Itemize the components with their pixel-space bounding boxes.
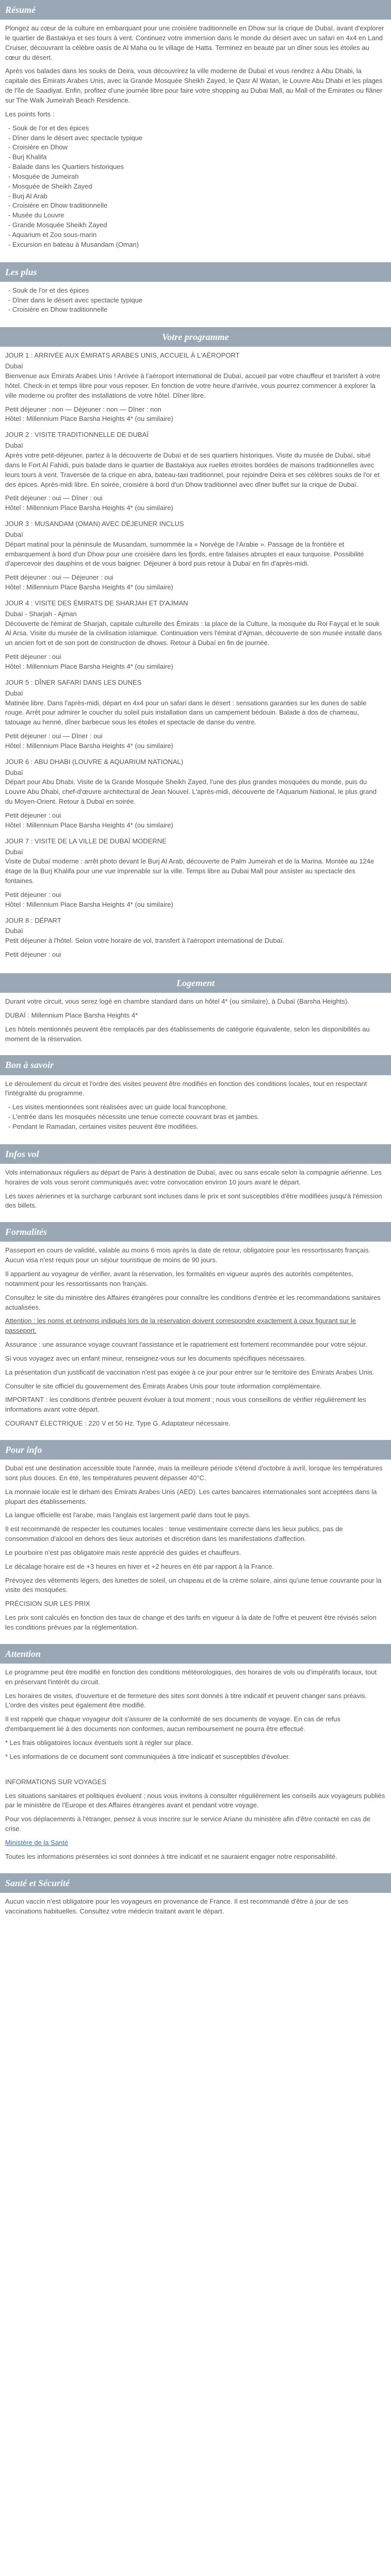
formalities-paragraph: Attention : les noms et prénoms indiqués lors de la réservation doivent correspondre exactement à ceux figurant sur le passeport. bbox=[5, 1317, 356, 1335]
day-hotel: Hôtel : Millennium Place Barsha Heights 4* (ou similaire) bbox=[5, 583, 173, 591]
list-item: - Souk de l'or et des épices bbox=[8, 286, 386, 296]
day-meals: Petit déjeuner : oui — Déjeuner : oui bbox=[5, 573, 113, 582]
accommodation-paragraph: Durant votre circuit, vous serez logé en chambre standard dans un hôtel 4* (ou similaire), à Dubaï (Barsha Heights). bbox=[5, 997, 349, 1006]
day-hotel: Hôtel : Millennium Place Barsha Heights 4* (ou similaire) bbox=[5, 663, 173, 670]
itinerary-day bbox=[5, 916, 386, 960]
summary-paragraph-2: Après vos balades dans les souks de Deira, vous découvrirez la ville moderne de Dubaï et vous rendrez à Abu Dhabi, la capitale des Émirats Arabes Unis, avec la Grande Mosquée Sheikh Zayed, le Qasr Al Watan, le Louvre Abu Dhabi et les plages de l'île de Saadiyat. Enfin, profitez d'une journée libre pour faire votre shopping au Dubai Mall, au Mall of the Emirates ou flâner sur The Walk Jumeirah Beach Residence. bbox=[5, 67, 383, 104]
for-info-paragraph: Le décalage horaire est de +3 heures en hiver et +2 heures en été par rapport à la France. bbox=[5, 1562, 274, 1570]
day-title: JOUR 2 : VISITE TRADITIONNELLE DE DUBAÏ bbox=[5, 431, 149, 439]
good-to-know-section bbox=[0, 1055, 391, 1144]
flight-info-heading: Infos vol bbox=[0, 1144, 391, 1164]
itinerary-day bbox=[5, 519, 386, 592]
formalities-paragraph: La présentation d'un justificatif de vaccination n'est pas exigée à ce jour pour entrer sur le territoire des Émirats Arabes Unis. bbox=[5, 1368, 374, 1376]
day-hotel: Hôtel : Millennium Place Barsha Heights 4* (ou similaire) bbox=[5, 741, 173, 750]
for-info-paragraph: PRÉCISION SUR LES PRIX bbox=[5, 1600, 90, 1608]
day-hotel: Hôtel : Millennium Place Barsha Heights 4* (ou similaire) bbox=[5, 821, 173, 829]
warning-paragraph: * Les frais obligatoires locaux éventuels sont à régler sur place. bbox=[5, 1739, 193, 1747]
for-info-heading: Pour info bbox=[0, 1440, 391, 1460]
day-description: Matinée libre. Dans l'après-midi, départ en 4x4 pour un safari dans le désert : sensations garanties sur les dunes de sable rouge. Arrêt pour admirer le coucher du soleil puis installation dans un campement bédouin. Balade à dos de chameau, tatouage au henné, dîner barbecue sous les étoiles et spectacle de danse du ventre. bbox=[5, 699, 367, 726]
itinerary-day bbox=[5, 678, 386, 751]
itinerary-day bbox=[5, 837, 386, 910]
health-ministry-link[interactable]: Ministère de la Santé bbox=[5, 1838, 69, 1846]
warning-paragraph: Il est rappelé que chaque voyageur doit s'assurer de la conformité de ses documents de voyage. En cas de refus d'embarquement lié à des documents non conformes, aucun remboursement ne pourra être effectué. bbox=[5, 1715, 340, 1733]
warning-section bbox=[0, 1644, 391, 1773]
day-title: JOUR 8 : DÉPART bbox=[5, 916, 61, 924]
good-to-know-heading: Bon à savoir bbox=[0, 1055, 391, 1075]
warning-heading: Attention bbox=[0, 1644, 391, 1664]
good-to-know-paragraph: Le déroulement du circuit et l'ordre des visites peuvent être modifiés en fonction des conditions locales, tout en respectant l'intégralité du programme. bbox=[5, 1079, 367, 1097]
day-title: JOUR 7 : VISITE DE LA VILLE DE DUBAÏ MODERNE bbox=[5, 837, 167, 845]
list-item: - Balade dans les Quartiers historiques bbox=[8, 162, 386, 172]
day-title: JOUR 4 : VISITE DES ÉMIRATS DE SHARJAH ET D'AJMAN bbox=[5, 599, 188, 607]
formalities-paragraph: Il appartient au voyageur de vérifier, avant la réservation, les formalités en vigueur auprès des autorités compétentes, notamment pour les ressortissants non français. bbox=[5, 1269, 353, 1287]
day-hotel: Hôtel : Millennium Place Barsha Heights 4* (ou similaire) bbox=[5, 900, 173, 908]
formalities-heading: Formalités bbox=[0, 1222, 391, 1242]
for-info-paragraph: Les prix sont calculés en fonction des taux de change et des tarifs en vigueur à la date de l'offre et peuvent être révisés selon les conditions prévues par la réglementation. bbox=[5, 1614, 377, 1631]
health-safety-paragraph: Aucun vaccin n'est obligatoire pour les voyageurs en provenance de France. Il est recommandé d'être à jour de ses vaccinations habituelles. Consultez votre médecin traitant avant le départ. bbox=[5, 1897, 348, 1915]
plus-list bbox=[5, 286, 386, 315]
highlights-section bbox=[0, 262, 391, 328]
day-meals: Petit déjeuner : non — Déjeuner : non — Dîner : non bbox=[5, 405, 161, 413]
day-meals: Petit déjeuner : oui — Dîner : oui bbox=[5, 732, 103, 740]
list-item: - Croisière en Dhow traditionnelle bbox=[8, 201, 386, 211]
formalities-paragraph: Si vous voyagez avec un enfant mineur, renseignez-vous sur les documents spécifiques nécessaires. bbox=[5, 1354, 306, 1362]
list-item: - Croisière en Dhow traditionnelle bbox=[8, 305, 386, 315]
warning-paragraph: Les horaires de visites, d'ouverture et de fermeture des sites sont donnés à titre indicatif et peuvent changer sans préavis. L'ordre des visites peut également être modifié. bbox=[5, 1691, 367, 1709]
day-title: JOUR 3 : MUSANDAM (OMAN) AVEC DÉJEUNER INCLUS bbox=[5, 520, 184, 528]
for-info-paragraph: Prévoyez des vêtements légers, des lunettes de soleil, un chapeau et de la crème solaire, ainsi qu'une tenue couvrante pour la visite des mosquées. bbox=[5, 1576, 382, 1594]
day-meals: Petit déjeuner : oui bbox=[5, 653, 61, 661]
day-meals: Petit déjeuner : oui — Dîner : oui bbox=[5, 494, 103, 502]
day-title: JOUR 1 : ARRIVÉE AUX ÉMIRATS ARABES UNIS, ACCUEIL À L'AÉROPORT bbox=[5, 351, 240, 360]
itinerary-day bbox=[5, 430, 386, 513]
itinerary-days bbox=[0, 347, 391, 973]
itinerary-day bbox=[5, 599, 386, 672]
health-safety-heading: Santé et Sécurité bbox=[0, 1873, 391, 1893]
accommodation-hotel: DUBAÏ : Millennium Place Barsha Heights 4* bbox=[5, 1011, 138, 1019]
list-item: - Pendant le Ramadan, certaines visites peuvent être modifiées. bbox=[8, 1122, 386, 1132]
travel-info-paragraph: Toutes les informations présentées ici sont données à titre indicatif et ne sauraient engager notre responsabilité. bbox=[5, 1852, 337, 1860]
list-item: - Burj Khalifa bbox=[8, 152, 386, 162]
itinerary-day bbox=[5, 757, 386, 831]
day-location: Dubaï bbox=[5, 768, 23, 776]
day-hotel: Hôtel : Millennium Place Barsha Heights 4* (ou similaire) bbox=[5, 504, 173, 512]
list-item: - Mosquée de Sheikh Zayed bbox=[8, 182, 386, 192]
list-item: - Souk de l'or et des épices bbox=[8, 124, 386, 133]
travel-info-heading: INFORMATIONS SUR VOYAGES bbox=[5, 1777, 106, 1786]
day-description: Après votre petit-déjeuner, partez à la découverte de Dubaï et de ses quartiers historiques. Visite du musée de Dubaï, situé dans le Fort Al Fahidi, puis balade dans le quartier de Bastakiya aux ruelles étroites bordées de maisons traditionnelles avec leurs tours à vent. Traversée de la crique en abra, bateau-taxi traditionnel, pour rejoindre Deira et ses célèbres souks de l'or et des épices. Après-midi libre. En soirée, croisière à bord d'un Dhow traditionnel avec dîner buffet sur la crique de Dubaï. bbox=[5, 451, 380, 488]
day-title: JOUR 5 : DÎNER SAFARI DANS LES DUNES bbox=[5, 678, 142, 686]
day-description: Départ matinal pour la péninsule de Musandam, surnommée la « Norvège de l'Arabie ». Passage de la frontière et embarquement à bord d'un Dhow pour une croisière dans les fjords, entre falaises abruptes et eaux turquoise. Possibilité d'apercevoir des dauphins et de vous baigner. Déjeuner à bord puis retour à Dubaï en fin d'après-midi. bbox=[5, 540, 364, 568]
day-description: Petit déjeuner à l'hôtel. Selon votre horaire de vol, transfert à l'aéroport international de Dubaï. bbox=[5, 937, 285, 945]
day-location: Dubaï bbox=[5, 362, 23, 370]
summary-heading: Résumé bbox=[0, 0, 391, 20]
warning-paragraph: * Les informations de ce document sont communiquées à titre indicatif et susceptibles d'évoluer. bbox=[5, 1752, 290, 1760]
day-meals: Petit déjeuner : oui bbox=[5, 811, 61, 819]
day-title: JOUR 6 : ABU DHABI (LOUVRE & AQUARIUM NATIONAL) bbox=[5, 757, 184, 766]
summary-list-title: Les points forts : bbox=[5, 110, 55, 118]
list-item: - Aquarium et Zoo sous-marin bbox=[8, 230, 386, 240]
list-item: - Excursion en bateau à Musandam (Oman) bbox=[8, 240, 386, 250]
list-item: - Mosquée de Jumeirah bbox=[8, 172, 386, 182]
for-info-paragraph: Le pourboire n'est pas obligatoire mais reste apprécié des guides et chauffeurs. bbox=[5, 1548, 241, 1556]
for-info-section bbox=[0, 1440, 391, 1644]
day-description: Visite de Dubaï moderne : arrêt photo devant le Burj Al Arab, découverte de Palm Jumeirah et de la Marina. Montée au 124e étage de la Burj Khalifa pour une vue imprenable sur la ville. Temps libre au Dubai Mall pour assister au spectacle des fontaines. bbox=[5, 857, 374, 885]
day-location: Dubaï - Sharjah - Ajman bbox=[5, 609, 77, 618]
day-description: Bienvenue aux Émirats Arabes Unis ! Arrivée à l'aéroport international de Dubaï, accueil par votre chauffeur et transfert à votre hôtel. Check-in et temps libre pour vous reposer. En fonction de votre heure d'arrivée, vous pourrez commencer à explorer la ville moderne ou profiter des installations de votre hôtel. Dîner libre. bbox=[5, 372, 381, 399]
day-meals: Petit déjeuner : oui bbox=[5, 890, 61, 899]
day-description: Départ pour Abu Dhabi. Visite de la Grande Mosquée Sheikh Zayed, l'une des plus grandes mosquées du monde, puis du Louvre Abu Dhabi, chef-d'œuvre architectural de Jean Nouvel. L'après-midi, découverte de l'Aquarium National, le plus grand du Moyen-Orient. Retour à Dubaï en soirée. bbox=[5, 778, 377, 806]
flight-info-paragraph-2: Les taxes aériennes et la surcharge carburant sont incluses dans le prix et sont susceptibles d'être modifiées jusqu'à l'émission des billets. bbox=[5, 1192, 382, 1210]
flight-info-paragraph-1: Vols internationaux réguliers au départ de Paris à destination de Dubaï, avec ou sans escale selon la compagnie aérienne. Les horaires de vols vous seront communiqués avec votre convocation environ 10 jours avant le départ. bbox=[5, 1168, 382, 1186]
list-item: - Dîner dans le désert avec spectacle typique bbox=[8, 133, 386, 143]
day-location: Dubaï bbox=[5, 530, 23, 538]
highlights-list bbox=[5, 124, 386, 250]
day-location: Dubaï bbox=[5, 848, 23, 856]
accommodation-section bbox=[0, 973, 391, 1055]
good-to-know-list bbox=[5, 1103, 386, 1132]
travel-info-paragraph: Pour vos déplacements à l'étranger, pensez à vous inscrire sur le service Ariane du ministère afin d'être contacté en cas de crise. bbox=[5, 1815, 371, 1833]
day-location: Dubaï bbox=[5, 442, 23, 450]
list-item: - L'entrée dans les mosquées nécessite une tenue correcte couvrant bras et jambes. bbox=[8, 1112, 386, 1122]
travel-info-section bbox=[0, 1773, 391, 1873]
list-item: - Croisière en Dhow bbox=[8, 143, 386, 152]
summary-section bbox=[0, 0, 391, 262]
day-location: Dubaï bbox=[5, 689, 23, 697]
for-info-paragraph: La monnaie locale est le dirham des Émirats Arabes Unis (AED). Les cartes bancaires internationales sont acceptées dans la plupart des établissements. bbox=[5, 1487, 377, 1505]
day-meals: Petit déjeuner : oui bbox=[5, 951, 61, 959]
formalities-paragraph: IMPORTANT : les conditions d'entrée peuvent évoluer à tout moment ; nous vous conseillons de vérifier régulièrement les informations avant votre départ. bbox=[5, 1396, 366, 1414]
accommodation-heading: Logement bbox=[0, 973, 391, 993]
for-info-paragraph: Dubaï est une destination accessible toute l'année, mais la meilleure période s'étend d'octobre à avril, lorsque les températures sont plus douces. En été, les températures peuvent dépasser 40°C. bbox=[5, 1464, 383, 1482]
list-item: - Dîner dans le désert avec spectacle typique bbox=[8, 296, 386, 306]
for-info-paragraph: Il est recommandé de respecter les coutumes locales : tenue vestimentaire correcte dans les lieux publics, pas de consommation d'alcool en dehors des lieux autorisés et discrétion dans les manifestations d'affection. bbox=[5, 1525, 343, 1543]
list-item: - Burj Al Arab bbox=[8, 192, 386, 201]
health-safety-section bbox=[0, 1873, 391, 1928]
list-item: - Musée du Louvre bbox=[8, 211, 386, 221]
formalities-paragraph: Consultez le site du ministère des Affaires étrangères pour connaître les conditions d'entrée et les recommandations sanitaires actualisées. bbox=[5, 1293, 381, 1311]
formalities-section bbox=[0, 1222, 391, 1440]
list-item: - Les visites mentionnées sont réalisées avec un guide local francophone. bbox=[8, 1103, 386, 1112]
day-location: Dubaï bbox=[5, 927, 23, 935]
formalities-paragraph: Assurance : une assurance voyage couvrant l'assistance et le rapatriement est fortement recommandée pour votre séjour. bbox=[5, 1341, 367, 1349]
highlights-heading: Les plus bbox=[0, 262, 391, 282]
flight-info-section bbox=[0, 1144, 391, 1222]
for-info-paragraph: La langue officielle est l'arabe, mais l'anglais est largement parlé dans tout le pays. bbox=[5, 1511, 251, 1519]
day-hotel: Hôtel : Millennium Place Barsha Heights 4* (ou similaire) bbox=[5, 415, 173, 423]
itinerary-section bbox=[0, 327, 391, 973]
summary-paragraph-1: Plongez au cœur de la culture en embarquant pour une croisière traditionnelle en Dhow sur la crique de Dubaï, avant d'explorer le quartier de Bastakiya et ses tours à vent. Continuez votre immersion dans le monde du désert avec un safari en 4x4 en Land Cruiser, découvrant la célèbre oasis de Al Maha ou le village de Hatta. Terminez en beauté par un dîner sous les étoiles au cœur du désert. bbox=[5, 24, 384, 61]
formalities-paragraph: COURANT ÉLECTRIQUE : 220 V et 50 Hz. Type G. Adaptateur nécessaire. bbox=[5, 1419, 231, 1428]
itinerary-day bbox=[5, 351, 386, 424]
accommodation-note: Les hôtels mentionnés peuvent être remplacés par des établissements de catégorie équivalente, selon les disponibilités au moment de la réservation. bbox=[5, 1025, 370, 1043]
formalities-paragraph: Consulter le site officiel du gouvernement des Émirats Arabes Unis pour toute information complémentaire. bbox=[5, 1382, 322, 1390]
list-item: - Grande Mosquée Sheikh Zayed bbox=[8, 221, 386, 230]
day-description: Découverte de l'émirat de Sharjah, capitale culturelle des Émirats : la place de la Culture, la mosquée du Roi Fayçal et le souk Al Arsa. Visite du musée de la civilisation islamique. Continuation vers l'émirat d'Ajman, découverte de son musée installé dans un ancien fort et de son port de construction de dhows. Retour à Dubaï en fin de journée. bbox=[5, 619, 382, 647]
travel-info-paragraph: Les situations sanitaires et politiques évoluent ; nous vous invitons à consulter régulièrement les conseils aux voyageurs publiés par le ministère de l'Europe et des Affaires étrangères avant et pendant votre voyage. bbox=[5, 1791, 385, 1809]
warning-paragraph: Le programme peut être modifié en fonction des conditions météorologiques, des horaires de vols ou d'impératifs locaux, tout en préservant l'intérêt du circuit. bbox=[5, 1668, 377, 1686]
formalities-paragraph: Passeport en cours de validité, valable au moins 6 mois après la date de retour, obligatoire pour les ressortissants français. Aucun visa n'est requis pour un séjour touristique de moins de 90 jours. bbox=[5, 1246, 371, 1264]
itinerary-heading: Votre programme bbox=[0, 327, 391, 347]
